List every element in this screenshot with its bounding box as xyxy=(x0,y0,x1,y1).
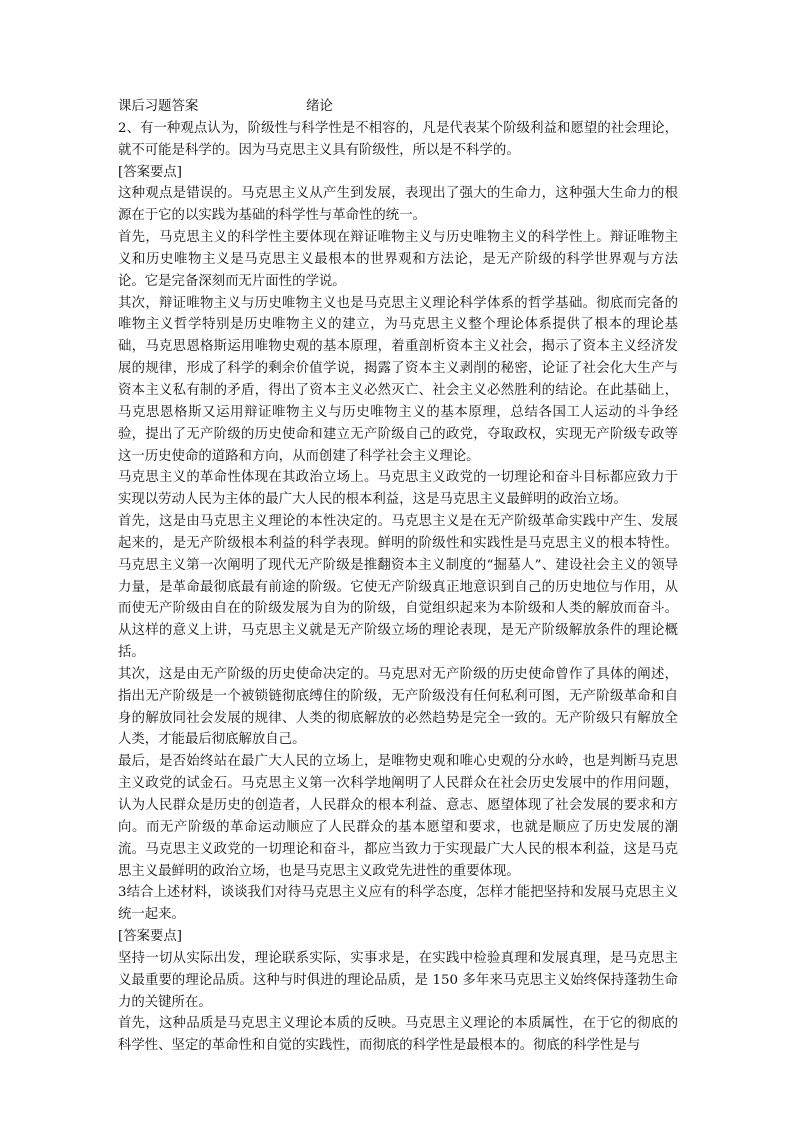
answer-paragraph: 最后，是否始终站在最广大人民的立场上，是唯物史观和唯心史观的分水岭，也是判断马克思主义政党的试金石。马克思主义第一次科学地阐明了人民群众在社会历史发展中的作用问题，认为人民群众是历史的创造者，人民群众的根本利益、意志、愿望体现了社会发展的要求和方向。而无产阶级的革命运动顺应了人民群众的基本愿望和要求，也就是顺应了历史发展的潮流。马克思主义政党的一切理论和奋斗，都应当致力于实现最广大人民的根本利益，这是马克思主义最鲜明的政治立场，也是马克思主义政党先进性的重要体现。 xyxy=(118,754,678,879)
answer-paragraph: 首先，这种品质是马克思主义理论本质的反映。马克思主义理论的本质属性，在于它的彻底的科学性、坚定的革命性和自觉的实践性，而彻底的科学性是最根本的。彻底的科学性是与 xyxy=(118,1016,678,1054)
document-header xyxy=(118,96,678,118)
answer-heading: [答案要点] xyxy=(118,164,183,180)
answer-paragraph: 这种观点是错误的。马克思主义从产生到发展，表现出了强大的生命力，这种强大生命力的根源在于它的以实践为基础的科学性与革命性的统一。 xyxy=(118,186,678,224)
answer-paragraph: 首先，马克思主义的科学性主要体现在辩证唯物主义与历史唯物主义的科学性上。辩证唯物主义和历史唯物主义是马克思主义最根本的世界观和方法论，是无产阶级的科学世界观与方法论。它是完备深刻而无片面性的学说。 xyxy=(118,230,678,289)
answer-paragraph: 其次，这是由无产阶级的历史使命决定的。马克思对无产阶级的历史使命曾作了具体的阐述，指出无产阶级是一个被锁链彻底缚住的阶级，无产阶级没有任何私利可图，无产阶级革命和自身的解放同社会发展的规律、人类的彻底解放的必然趋势是完全一致的。无产阶级只有解放全人类，才能最后彻底解放自己。 xyxy=(118,666,678,748)
question-3: 3结合上述材料，谈谈我们对待马克思主义应有的科学态度，怎样才能把坚持和发展马克思主义统一起来。 xyxy=(118,885,678,923)
answer-paragraph: 其次，辩证唯物主义与历史唯物主义也是马克思主义理论科学体系的哲学基础。彻底而完备的唯物主义哲学特别是历史唯物主义的建立，为马克思主义整个理论体系提供了根本的理论基础，马克思恩格斯运用唯物史观的基本原理，着重剖析资本主义社会，揭示了资本主义经济发展的规律，形成了科学的剩余价值学说，揭露了资本主义剥削的秘密，论证了社会化大生产与资本主义私有制的矛盾，得出了资本主义必然灭亡、社会主义必然胜利的结论。在此基础上，马克思恩格斯又运用辩证唯物主义与历史唯物主义的基本原理，总结各国工人运动的斗争经验，提出了无产阶级的历史使命和建立无产阶级自己的政党，夺取政权，实现无产阶级专政等这一历史使命的道路和方向，从而创建了科学社会主义理论。 xyxy=(118,295,678,464)
answer-paragraph: 马克思主义的革命性体现在其政治立场上。马克思主义政党的一切理论和奋斗目标都应致力于实现以劳动人民为主体的最广大人民的根本利益，这是马克思主义最鲜明的政治立场。 xyxy=(118,470,678,508)
answer-heading: [答案要点] xyxy=(118,929,183,945)
document-page xyxy=(118,96,678,1057)
question-2: 2、有一种观点认为，阶级性与科学性是不相容的，凡是代表某个阶级利益和愿望的社会理论，就不可能是科学的。因为马克思主义具有阶级性，所以是不科学的。 xyxy=(118,120,678,158)
header-label: 课后习题答案 xyxy=(118,99,199,114)
answer-paragraph: 坚持一切从实际出发，理论联系实际，实事求是，在实践中检验真理和发展真理，是马克思主义最重要的理论品质。这种与时俱进的理论品质，是 150 多年来马克思主义始终保持蓬勃生命力的关键所在。 xyxy=(118,950,678,1010)
answer-paragraph: 首先，这是由马克思主义理论的本性决定的。马克思主义是在无产阶级革命实践中产生、发展起来的，是无产阶级根本利益的科学表现。鲜明的阶级性和实践性是马克思主义的根本特性。马克思主义第一次阐明了现代无产阶级是推翻资本主义制度的“掘墓人”、建设社会主义的领导力量，是革命最彻底最有前途的阶级。它使无产阶级真正地意识到自己的历史地位与作用，从而使无产阶级由自在的阶级发展为自为的阶级，自觉组织起来为本阶级和人类的解放而奋斗。从这样的意义上讲，马克思主义就是无产阶级立场的理论表现，是无产阶级解放条件的理论概括。 xyxy=(118,514,678,661)
chapter-title: 绪论 xyxy=(306,99,333,114)
